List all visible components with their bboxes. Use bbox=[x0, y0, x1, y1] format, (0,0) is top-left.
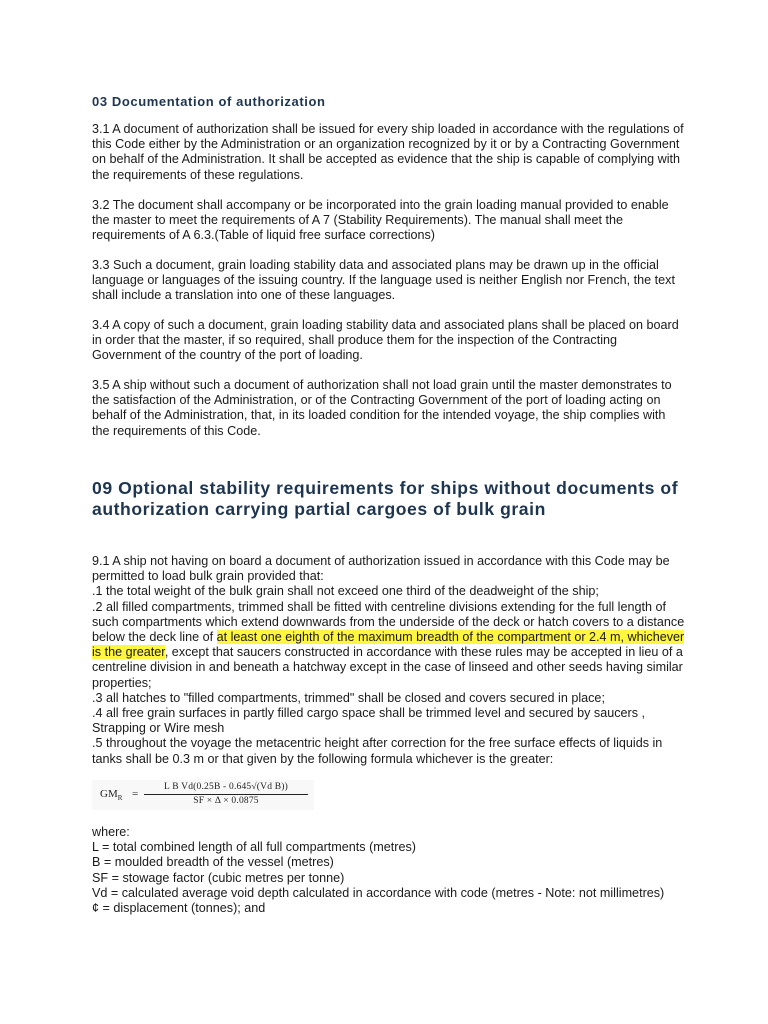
item-1: .1 the total weight of the bulk grain shall not exceed one third of the deadweight of the ship; bbox=[92, 584, 599, 599]
item-4: .4 all free grain surfaces in partly filled cargo space shall be trimmed level and secured by saucers , Strapping or Wire mesh bbox=[92, 706, 645, 736]
definitions-list bbox=[92, 825, 686, 916]
formula-numerator: L B Vd(0.25B - 0.645√(Vd B)) bbox=[163, 782, 289, 792]
formula-lhs: $GM_R$ bbox=[100, 788, 123, 803]
definition-SF: SF = stowage factor (cubic metres per tonne) bbox=[92, 870, 345, 885]
formula-equals: = bbox=[132, 788, 139, 800]
formula-denominator: SF × Δ × 0.0875 bbox=[193, 796, 259, 806]
paragraph-3-2: 3.2 The document shall accompany or be incorporated into the grain loading manual provided to enable the master to meet the requirements of A 7 (Stability Requirements). The manual shall meet the requirements of A 6.3.(Table of liquid free surface corrections) bbox=[92, 198, 669, 243]
section-3-heading: 03 Documentation of authorization bbox=[92, 94, 326, 109]
item-2-highlighted-text: at least one eighth of the maximum breadth of the compartment or 2.4 m, whichever is the greater bbox=[92, 630, 685, 660]
paragraph-3-5: 3.5 A ship without such a document of authorization shall not load grain until the master demonstrates to the satisfaction of the Administration, or of the Contracting Government of the port of loading acting on behalf of the Administration, that, in its loaded condition for the intended voyage, the ship complies with the requirements of this Code. bbox=[92, 378, 672, 438]
where-label: where: bbox=[92, 825, 130, 839]
paragraph-3-4: 3.4 A copy of such a document, grain loading stability data and associated plans shall be placed on board in order that the master, if so required, shall produce them for the inspection of the Contracting Government of the country of the port of loading. bbox=[92, 318, 679, 363]
formula-fraction-bar bbox=[144, 794, 308, 795]
section-9-heading: 09 Optional stability requirements for ships without documents of authorization carrying partial cargoes of bulk grain bbox=[92, 478, 679, 519]
item-2-text-before: .2 all filled compartments, trimmed shall be fitted with centreline divisions extending for the full length of such compartments which extend downwards from the underside of the deck or hatch covers to a distance below the deck line of bbox=[92, 599, 685, 645]
definition-L: L = total combined length of all full compartments (metres) bbox=[92, 840, 416, 855]
paragraph-3-3: 3.3 Such a document, grain loading stability data and associated plans may be drawn up in the official language or languages of the issuing country. If the language used is neither English nor French, the text shall include a translation into one of these languages. bbox=[92, 258, 675, 303]
item-5: .5 throughout the voyage the metacentric height after correction for the free surface effects of liquids in tanks shall be 0.3 m or that given by the following formula whichever is the greater: bbox=[92, 736, 663, 766]
paragraph-9-1: 9.1 A ship not having on board a document of authorization issued in accordance with this Code may be permitted to load bulk grain provided that: bbox=[92, 554, 670, 584]
gm-formula-image bbox=[92, 780, 314, 810]
item-2-text-after: , except that saucers constructed in accordance with these rules may be accepted in lieu of a centreline division in and beneath a hatchway except in the case of linseed and other seeds having similar properties; bbox=[92, 645, 683, 690]
item-3: .3 all hatches to "filled compartments, trimmed" shall be closed and covers secured in place; bbox=[92, 690, 605, 705]
definition-B: B = moulded breadth of the vessel (metres) bbox=[92, 855, 334, 870]
item-2 bbox=[92, 600, 686, 691]
definition-Vd: Vd = calculated average void depth calculated in accordance with code (metres - Note: not millimetres) bbox=[92, 885, 665, 900]
definition-displacement: ¢ = displacement (tonnes); and bbox=[92, 901, 266, 916]
section-9-body bbox=[92, 554, 686, 767]
paragraph-3-1: 3.1 A document of authorization shall be issued for every ship loaded in accordance with the regulations of this Code either by the Administration or an organization recognized by it or by a Contracting Government on behalf of the Administration. It shall be accepted as evidence that the ship is capable of complying with the requirements of these regulations. bbox=[92, 122, 684, 182]
